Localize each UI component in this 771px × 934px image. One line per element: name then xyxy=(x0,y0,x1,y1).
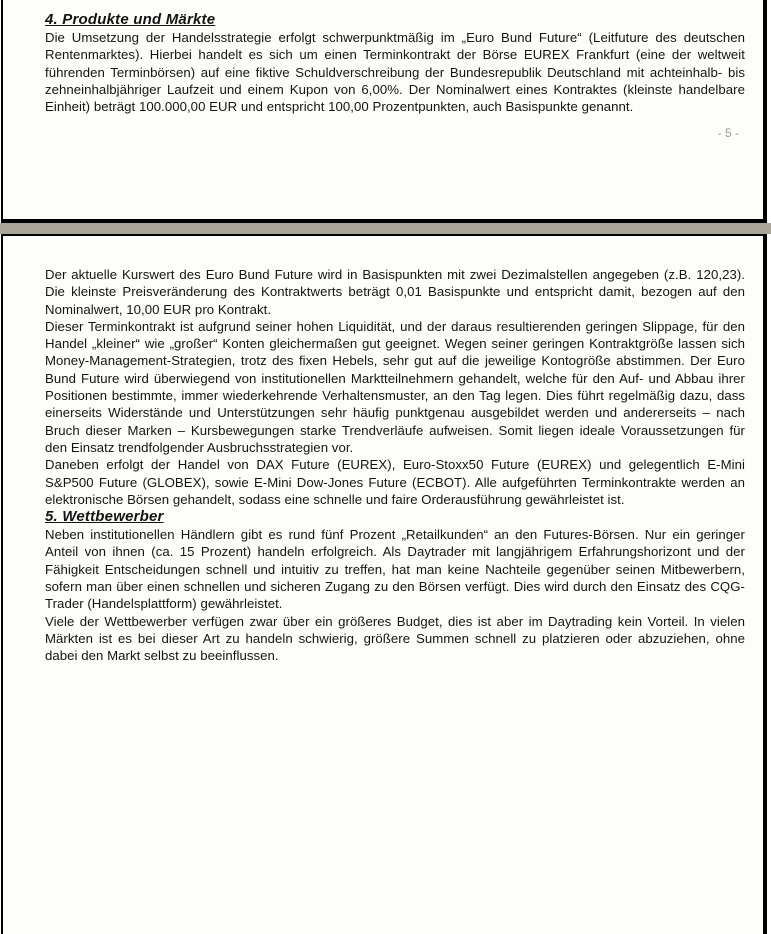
paragraph-weitere-futures: Daneben erfolgt der Handel von DAX Future (EUREX), Euro-Stoxx50 Future (EUREX) und gelegentlich E-Mini S&P500 Future (GLOBEX), sowie E-Mini Dow-Jones Future (ECBOT). Alle aufgeführten Terminkontrakte werden an elektronische Börsen gehandelt, sodass eine schnelle und faire Orderausführung gewährleistet ist. xyxy=(45,457,745,507)
section-heading-wettbewerber: 5. Wettbewerber xyxy=(45,508,164,526)
paragraph-liquiditaet-slippage: Dieser Terminkontrakt ist aufgrund seiner hohen Liquidität, und der daraus resultierenden geringen Slippage, für den Handel „kleiner“ wie „großer“ Konten gleichermaßen gut geeignet. Wegen seiner geringen Kontraktgröße lassen sich Money-Management-Strategien, trotz des fixen Hebels, sehr gut auf die jeweilige Kontogröße abstimmen. Der Euro Bund Future wird überwiegend von institutionellen Marktteilnehmern gehandelt, welche für den Auf- und Abbau ihrer Positionen bestimmte, immer wiederkehrende Verhaltensmuster, an den Tag legen. Dies führt regelmäßig dazu, dass einerseits Widerstände und Unterstützungen sehr häufig punktgenau ausgebildet werden und andererseits – nach Bruch dieser Marken – Kursbewegungen starke Trendverläufe aufweisen. Somit liegen ideale Voraussetzungen für den Einsatz trendfolgender Ausbruchsstrategien vor. xyxy=(45,318,745,455)
section-heading-produkte-und-maerkte: 4. Produkte und Märkte xyxy=(45,11,216,28)
paragraph-euro-bund-future-intro: Die Umsetzung der Handelsstrategie erfolgt schwerpunktmäßig im „Euro Bund Future“ (Leitfuture des deutschen Rentenmarktes). Hierbei handelt es sich um einen Terminkontrakt der Börse EUREX Frankfurt (eine der weltweit führenden Terminbörsen) auf eine fiktive Schuldverschreibung der Bundesrepublik Deutschland mit achteinhalb- bis zehneinhalbjähriger Laufzeit und einem Kupon von 6,00%. Der Nominalwert eines Kontraktes (kleinste handelbare Einheit) beträgt 100.000,00 EUR und entspricht 100,00 Prozentpunkten, auch Basispunkte genannt. xyxy=(45,30,745,115)
page-break-gap xyxy=(0,223,771,234)
document-page-5 xyxy=(1,0,767,223)
paragraph-wettbewerber-budget: Viele der Wettbewerber verfügen zwar über ein größeres Budget, dies ist aber im Daytrading kein Vorteil. In vielen Märkten ist es bei dieser Art zu handeln schwierig, größere Summen schnell zu platzieren oder abzuziehen, ohne dabei den Markt selbst zu beeinflussen. xyxy=(45,613,745,664)
paragraph-kurswert-basispunkte: Der aktuelle Kurswert des Euro Bund Future wird in Basispunkten mit zwei Dezimalstellen angegeben (z.B. 120,23). Die kleinste Preisveränderung des Kontraktwerts beträgt 0,01 Basispunkte und entspricht damit, bezogen auf den Nominalwert, 10,00 EUR pro Kontrakt. xyxy=(45,267,745,317)
document-page-6 xyxy=(1,234,767,934)
paragraph-retailkunden: Neben institutionellen Händlern gibt es rund fünf Prozent „Retailkunden“ an den Futures-Börsen. Nur ein geringer Anteil von ihnen (ca. 15 Prozent) handeln erfolgreich. Als Daytrader mit langjährigem Erfahrungshorizont und der Fähigkeit Entscheidungen schnell und intuitiv zu treffen, hat man keine Nachteile gegenüber seinen Mitbewerbern, sofern man über einen schnellen und sicheren Zugang zu den Börsen verfügt. Dies wird durch den Einsatz des CQG-Trader (Handelsplattform) gewährleistet. xyxy=(45,527,745,612)
page-number: - 5 - xyxy=(717,126,739,141)
